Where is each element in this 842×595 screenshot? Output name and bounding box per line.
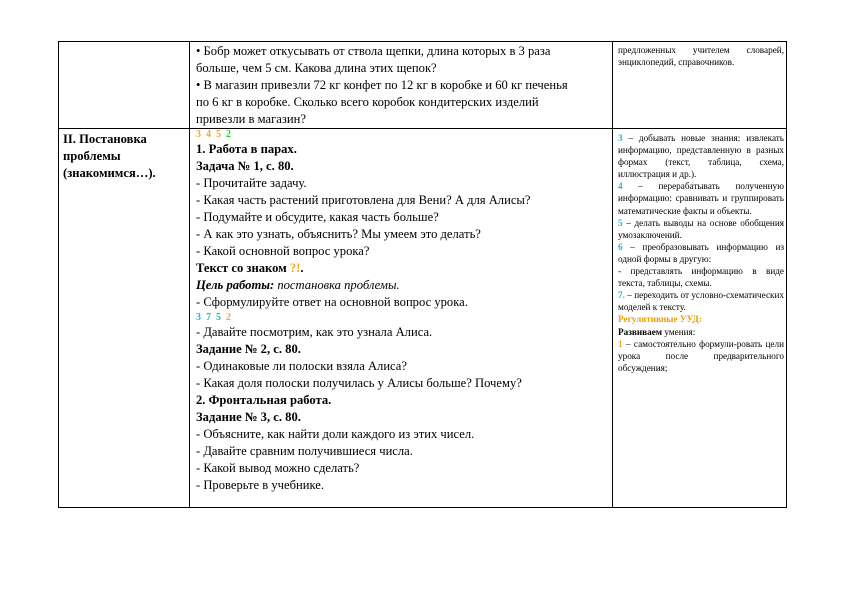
stage-title-line: (знакомимся…). <box>63 166 156 180</box>
regulatory-title: Регулятивные УУД: <box>618 314 702 325</box>
skill-number: 6 <box>618 241 623 252</box>
row1-line: больше, чем 5 см. Какова длина этих щепок? <box>196 61 437 75</box>
skill-number: 2 <box>226 129 231 140</box>
goal-text: постановка проблемы. <box>274 278 400 292</box>
skill-item <box>618 241 784 265</box>
question: - Одинаковые ли полоски взяла Алиса? <box>196 359 407 373</box>
skill-number: 3 <box>618 133 623 143</box>
goal-label: Цель работы: <box>196 278 275 292</box>
row1-right-cell <box>618 44 784 68</box>
skill-number: 2 <box>226 312 231 323</box>
skill-text: – самостоятельно формули-ровать цели урока после предварительного обсуждения; <box>618 338 784 373</box>
question: - Какой вывод можно сделать? <box>196 461 360 475</box>
skill-number: 5 <box>618 217 623 228</box>
task-heading: Задача № 1, с. 80. <box>196 159 294 173</box>
lesson-table <box>58 41 787 508</box>
skill-text: – перерабатывать полученную информацию: сравнивать и группировать математические факты и объекты. <box>618 181 784 216</box>
question: - Давайте сравним получившиеся числа. <box>196 444 413 458</box>
skill-number: 4 <box>206 129 211 140</box>
work-heading: 1. Работа в парах. <box>196 142 297 156</box>
skill-number: 3 <box>196 312 201 323</box>
question: - Давайте посмотрим, как это узнала Алиса. <box>196 325 433 339</box>
row1-middle-cell <box>196 43 610 128</box>
work-heading: 2. Фронтальная работа. <box>196 393 332 407</box>
skill-text: – делать выводы на основе обобщения умозаключений. <box>618 217 784 240</box>
skill-text: – добывать новые знания: извлекать информацию, представленную в разных формах (текст, таблица, схема, иллюстрация и др.). <box>618 133 784 180</box>
skill-number: 1 <box>618 338 623 349</box>
skill-number: 3 <box>196 129 201 140</box>
question: - Проверьте в учебнике. <box>196 478 325 492</box>
sign-symbol: ?! <box>289 261 301 275</box>
column-divider-right <box>612 42 613 507</box>
skill-item <box>618 338 784 374</box>
question: - Какой основной вопрос урока? <box>196 244 370 258</box>
skill-number: 5 <box>216 129 221 140</box>
skill-number: 4 <box>618 181 623 192</box>
question: - Какая часть растений приготовлена для Вени? А для Алисы? <box>196 193 531 207</box>
skill-item <box>618 132 784 180</box>
row2-middle-cell <box>196 128 610 494</box>
question: - Объясните, как найти доли каждого из этих чисел. <box>196 427 475 441</box>
skill-numbers <box>196 128 610 141</box>
row1-line: • Бобр может откусывать от ствола щепки, длина которых в 3 раза <box>196 44 551 58</box>
row1-line: по 6 кг в коробке. Сколько всего коробок кондитерских изделий <box>196 95 539 109</box>
skill-number: 7. <box>618 290 625 301</box>
skill-subitem: - представлять информацию в виде текста, таблицы, схемы. <box>618 266 784 289</box>
develop-text: умения: <box>662 326 696 337</box>
stage-title-line: проблемы <box>63 149 121 163</box>
sign-end: . <box>300 261 304 275</box>
skill-text: – переходить от условно-схематических моделей к тексту. <box>618 290 784 313</box>
skill-text: – преобразовывать информацию из одной формы в другую: <box>618 241 784 264</box>
question: - А как это узнать, объяснить? Мы умеем это делать? <box>196 227 481 241</box>
task-heading: Задание № 3, с. 80. <box>196 410 301 424</box>
skill-item <box>618 180 784 216</box>
skill-item <box>618 217 784 241</box>
skill-number: 7 <box>206 312 211 323</box>
skill-number: 5 <box>216 312 221 323</box>
question: - Подумайте и обсудите, какая часть больше? <box>196 210 439 224</box>
question: - Сформулируйте ответ на основной вопрос урока. <box>196 295 468 309</box>
stage-title <box>63 131 187 182</box>
skill-item <box>618 289 784 313</box>
stage-title-line: II. Постановка <box>63 132 147 146</box>
goal-line <box>196 277 610 294</box>
sign-text: Текст со знаком <box>196 261 290 275</box>
row1-line: привезли в магазин? <box>196 112 306 126</box>
develop-line <box>618 326 784 338</box>
row2-right-cell <box>618 132 784 374</box>
row1-right-text: предложенных учителем словарей, энциклопедий, справочников. <box>618 45 784 68</box>
task-heading: Задание № 2, с. 80. <box>196 342 301 356</box>
column-divider-left <box>189 42 190 507</box>
skill-numbers <box>196 311 610 324</box>
question: - Какая доля полоски получилась у Алисы больше? Почему? <box>196 376 522 390</box>
develop-label: Развиваем <box>618 326 663 337</box>
sign-line <box>196 260 610 277</box>
question: - Прочитайте задачу. <box>196 176 307 190</box>
row1-line: • В магазин привезли 72 кг конфет по 12 кг в коробке и 60 кг печенья <box>196 78 568 92</box>
